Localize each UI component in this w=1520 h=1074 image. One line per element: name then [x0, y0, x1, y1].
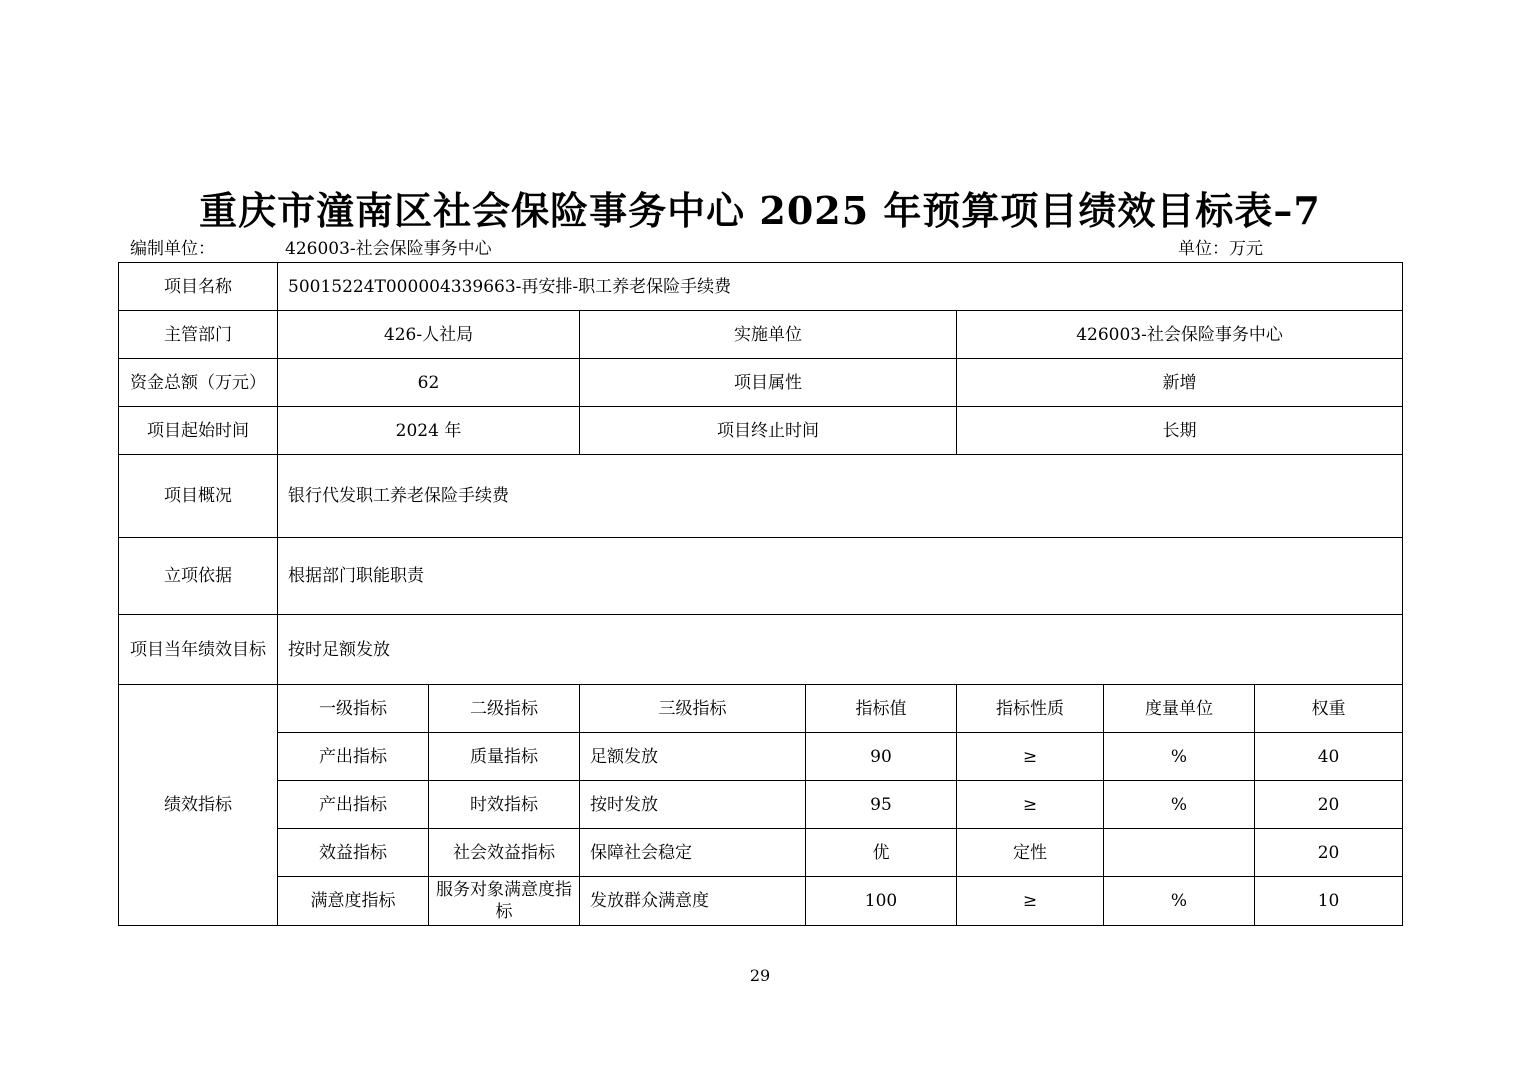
annual-goal-value: 按时足额发放 [278, 615, 1403, 685]
indicator-weight: 20 [1255, 829, 1403, 877]
department-label: 主管部门 [119, 311, 278, 359]
indicator-row [119, 877, 1403, 926]
indicator-row [119, 781, 1403, 829]
annual-goal-row [119, 615, 1403, 685]
header-level2: 二级指标 [429, 685, 580, 733]
indicator-value: 95 [806, 781, 957, 829]
indicators-section-label: 绩效指标 [119, 685, 278, 926]
indicator-header-row [119, 685, 1403, 733]
basis-label: 立项依据 [119, 538, 278, 615]
indicator-row [119, 829, 1403, 877]
indicator-level1: 产出指标 [278, 781, 429, 829]
fund-total-label: 资金总额（万元） [119, 359, 278, 407]
overview-label: 项目概况 [119, 455, 278, 538]
indicator-nature: 定性 [957, 829, 1104, 877]
indicator-nature: ≥ [957, 877, 1104, 926]
implementing-unit-value: 426003-社会保险事务中心 [957, 311, 1403, 359]
indicator-level2: 时效指标 [429, 781, 580, 829]
indicator-weight: 20 [1255, 781, 1403, 829]
performance-target-table [118, 262, 1403, 926]
indicator-level1: 满意度指标 [278, 877, 429, 926]
indicator-level3: 按时发放 [580, 781, 806, 829]
indicator-weight: 10 [1255, 877, 1403, 926]
currency-unit: 单位：万元 [1178, 239, 1263, 259]
overview-row [119, 455, 1403, 538]
department-row [119, 311, 1403, 359]
header-level3: 三级指标 [580, 685, 806, 733]
indicator-level2: 社会效益指标 [429, 829, 580, 877]
header-nature: 指标性质 [957, 685, 1104, 733]
end-time-value: 长期 [957, 407, 1403, 455]
page-number: 29 [749, 966, 771, 985]
department-value: 426-人社局 [278, 311, 580, 359]
document-title: 重庆市潼南区社会保险事务中心 2025 年预算项目绩效目标表–7 [199, 188, 1321, 233]
header-weight: 权重 [1255, 685, 1403, 733]
project-name-row [119, 263, 1403, 311]
indicator-level3: 足额发放 [580, 733, 806, 781]
header-value: 指标值 [806, 685, 957, 733]
indicator-level1: 效益指标 [278, 829, 429, 877]
indicator-unit: % [1104, 781, 1255, 829]
indicator-nature: ≥ [957, 733, 1104, 781]
start-time-label: 项目起始时间 [119, 407, 278, 455]
project-name-value: 50015224T000004339663-再安排-职工养老保险手续费 [278, 263, 1403, 311]
implementing-unit-label: 实施单位 [580, 311, 957, 359]
indicator-weight: 40 [1255, 733, 1403, 781]
compiling-unit-value: 426003-社会保险事务中心 [285, 239, 492, 259]
indicator-level2: 质量指标 [429, 733, 580, 781]
compiling-unit-label: 编制单位： [130, 239, 215, 259]
start-time-value: 2024 年 [278, 407, 580, 455]
indicator-value: 90 [806, 733, 957, 781]
basis-value: 根据部门职能职责 [278, 538, 1403, 615]
fund-row [119, 359, 1403, 407]
indicator-level3: 发放群众满意度 [580, 877, 806, 926]
indicator-level2: 服务对象满意度指标 [429, 877, 580, 926]
indicator-unit [1104, 829, 1255, 877]
end-time-label: 项目终止时间 [580, 407, 957, 455]
period-row [119, 407, 1403, 455]
indicator-value: 优 [806, 829, 957, 877]
indicator-nature: ≥ [957, 781, 1104, 829]
annual-goal-label: 项目当年绩效目标 [119, 615, 278, 685]
indicator-row [119, 733, 1403, 781]
indicator-value: 100 [806, 877, 957, 926]
basis-row [119, 538, 1403, 615]
project-name-label: 项目名称 [119, 263, 278, 311]
overview-value: 银行代发职工养老保险手续费 [278, 455, 1403, 538]
project-attribute-value: 新增 [957, 359, 1403, 407]
indicator-unit: % [1104, 877, 1255, 926]
indicator-unit: % [1104, 733, 1255, 781]
header-level1: 一级指标 [278, 685, 429, 733]
indicator-level3: 保障社会稳定 [580, 829, 806, 877]
fund-total-value: 62 [278, 359, 580, 407]
project-attribute-label: 项目属性 [580, 359, 957, 407]
header-unit: 度量单位 [1104, 685, 1255, 733]
indicator-level1: 产出指标 [278, 733, 429, 781]
